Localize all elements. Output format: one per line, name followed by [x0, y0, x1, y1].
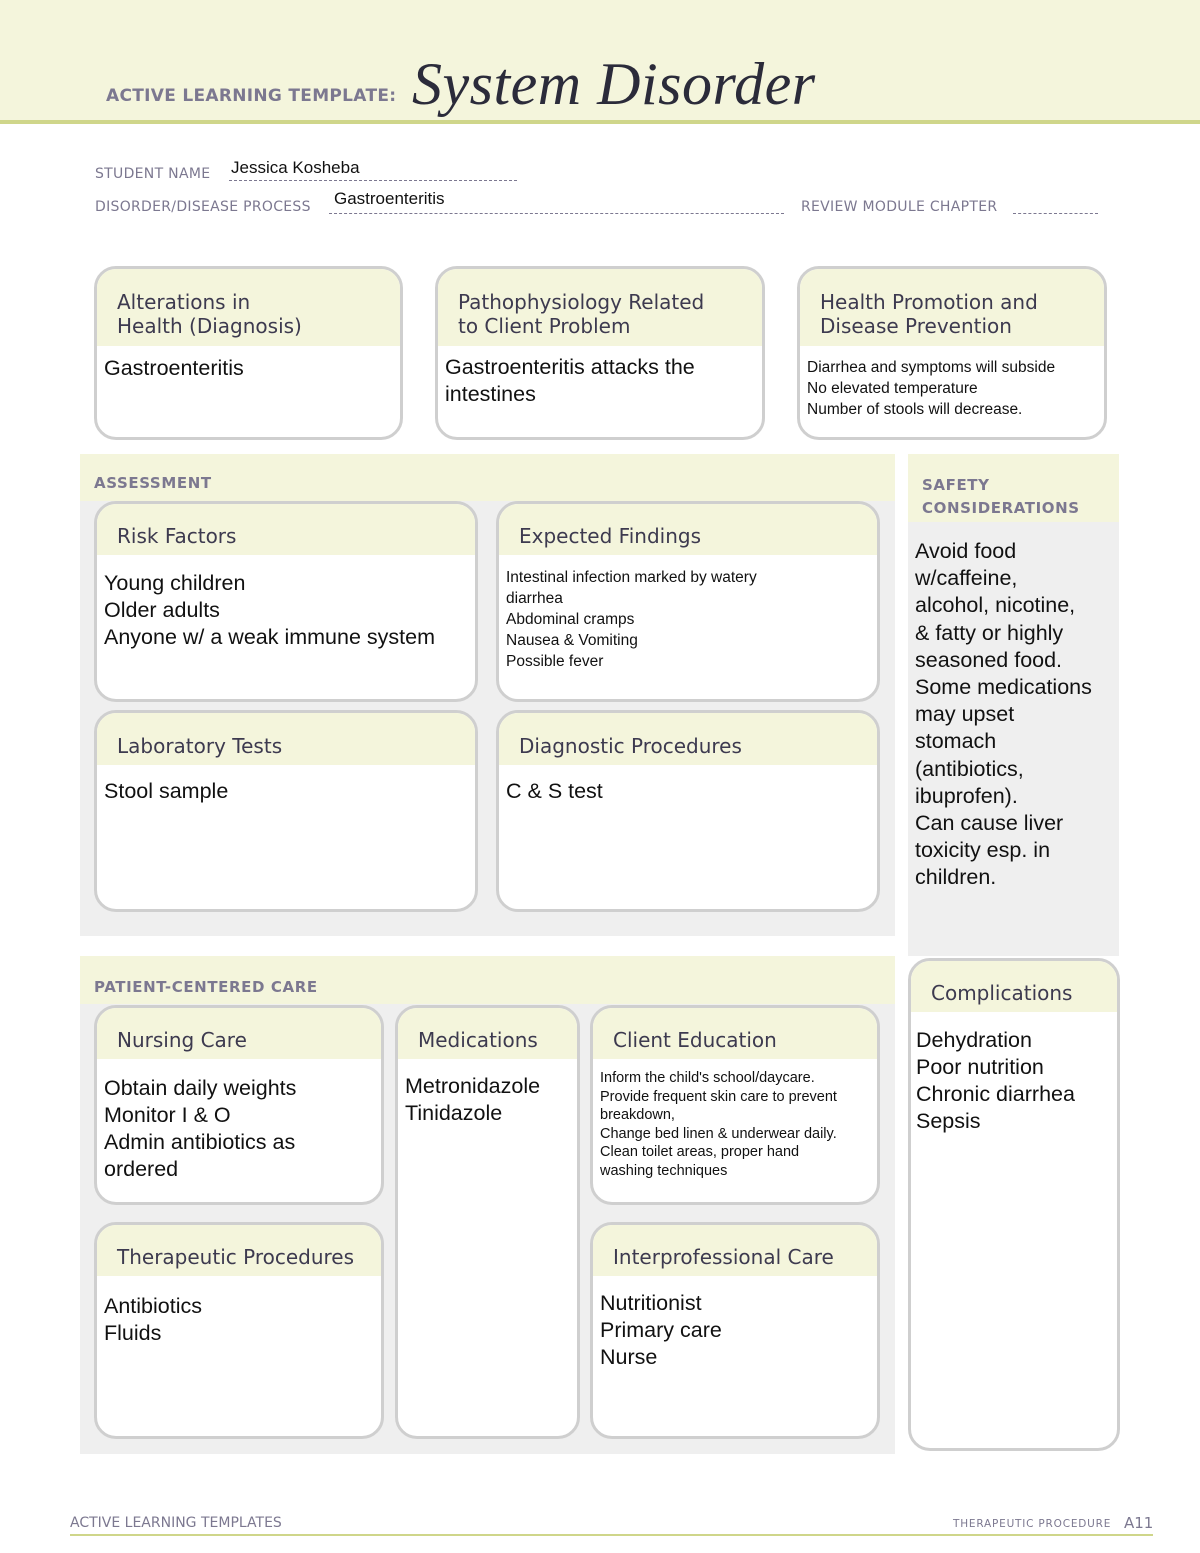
student-name-line — [229, 180, 517, 181]
nursing-care-body[interactable]: Obtain daily weights Monitor I & O Admin antibiotics as ordered — [104, 1076, 297, 1181]
client-education-box — [590, 1005, 880, 1205]
footer-right-label: THERAPEUTIC PROCEDURE — [953, 1518, 1112, 1530]
medications-box — [395, 1005, 580, 1439]
medications-body[interactable]: Metronidazole Tinidazole — [405, 1074, 541, 1125]
alterations-header — [97, 269, 400, 346]
health-promotion-header — [800, 269, 1104, 346]
complications-body[interactable]: Dehydration Poor nutrition Chronic diarrhea Sepsis — [916, 1028, 1075, 1133]
expected-findings-body[interactable]: Intestinal infection marked by watery diarrhea Abdominal cramps Nausea & Vomiting Possible fever — [506, 569, 757, 670]
complications-box — [908, 958, 1120, 1451]
template-title: System Disorder — [412, 51, 816, 117]
header-band — [0, 0, 1200, 124]
assessment-title: ASSESSMENT — [94, 474, 212, 492]
pathophysiology-box — [435, 266, 765, 440]
nursing-care-title: Nursing Care — [117, 1028, 247, 1052]
therapeutic-procedures-header — [97, 1225, 381, 1276]
complications-header — [911, 961, 1117, 1012]
medications-header — [398, 1008, 577, 1059]
risk-factors-header — [97, 504, 475, 555]
therapeutic-procedures-title: Therapeutic Procedures — [117, 1245, 355, 1269]
diagnostic-procedures-body[interactable]: C & S test — [506, 779, 603, 803]
alterations-box — [94, 266, 403, 440]
risk-factors-body[interactable]: Young children Older adults Anyone w/ a weak immune system — [104, 571, 435, 649]
client-education-header — [593, 1008, 877, 1059]
nursing-care-header — [97, 1008, 381, 1059]
laboratory-tests-title: Laboratory Tests — [117, 734, 283, 758]
student-name-label: STUDENT NAME — [95, 166, 211, 182]
interprofessional-care-box — [590, 1222, 880, 1439]
alterations-body[interactable]: Gastroenteritis — [104, 356, 244, 380]
diagnostic-procedures-box — [496, 710, 880, 912]
review-module-label: REVIEW MODULE CHAPTER — [801, 199, 998, 215]
pathophysiology-title: Pathophysiology Related to Client Problem — [458, 290, 705, 338]
disorder-value[interactable]: Gastroenteritis — [334, 189, 445, 208]
health-promotion-box — [797, 266, 1107, 440]
laboratory-tests-body[interactable]: Stool sample — [104, 779, 229, 803]
disorder-line — [329, 213, 784, 214]
risk-factors-title: Risk Factors — [117, 524, 237, 548]
footer-left-label: ACTIVE LEARNING TEMPLATES — [70, 1515, 282, 1531]
safety-body[interactable]: Avoid food w/caffeine, alcohol, nicotine, & fatty or highly seasoned food. Some medications may upset stomach (antibiotics, ibuprofen). Can cause liver toxicity esp. in children. — [915, 539, 1092, 890]
complications-title: Complications — [931, 981, 1073, 1005]
expected-findings-header — [499, 504, 877, 555]
interprofessional-care-header — [593, 1225, 877, 1276]
diagnostic-procedures-header — [499, 713, 877, 765]
alterations-title: Alterations in Health (Diagnosis) — [117, 290, 302, 338]
client-education-title: Client Education — [613, 1028, 777, 1052]
therapeutic-procedures-body[interactable]: Antibiotics Fluids — [104, 1294, 202, 1345]
page-number: A11 — [1124, 1514, 1154, 1532]
pathophysiology-header — [438, 269, 762, 346]
disorder-label: DISORDER/DISEASE PROCESS — [95, 199, 311, 215]
template-label: ACTIVE LEARNING TEMPLATE: — [106, 86, 397, 106]
nursing-care-box — [94, 1005, 384, 1205]
medications-title: Medications — [418, 1028, 538, 1052]
patient-care-title: PATIENT-CENTERED CARE — [94, 978, 318, 996]
laboratory-tests-box — [94, 710, 478, 912]
risk-factors-box — [94, 501, 478, 702]
health-promotion-body[interactable]: Diarrhea and symptoms will subside No elevated temperature Number of stools will decrease. — [807, 359, 1056, 418]
expected-findings-box — [496, 501, 880, 702]
review-module-line[interactable] — [1013, 213, 1098, 214]
interprofessional-care-body[interactable]: Nutritionist Primary care Nurse — [600, 1291, 722, 1369]
student-name-value[interactable]: Jessica Kosheba — [231, 158, 360, 177]
health-promotion-title: Health Promotion and Disease Prevention — [820, 290, 1038, 338]
laboratory-tests-header — [97, 713, 475, 765]
client-education-body[interactable]: Inform the child's school/daycare. Provide frequent skin care to prevent breakdown, Change bed linen & underwear daily. Clean toilet areas, proper hand washing techniques — [600, 1070, 837, 1179]
expected-findings-title: Expected Findings — [519, 524, 701, 548]
pathophysiology-body[interactable]: Gastroenteritis attacks the intestines — [445, 355, 695, 406]
therapeutic-procedures-box — [94, 1222, 384, 1439]
footer-divider — [70, 1534, 1153, 1536]
safety-title: SAFETY CONSIDERATIONS — [922, 476, 1080, 517]
interprofessional-care-title: Interprofessional Care — [613, 1245, 834, 1269]
diagnostic-procedures-title: Diagnostic Procedures — [519, 734, 742, 758]
